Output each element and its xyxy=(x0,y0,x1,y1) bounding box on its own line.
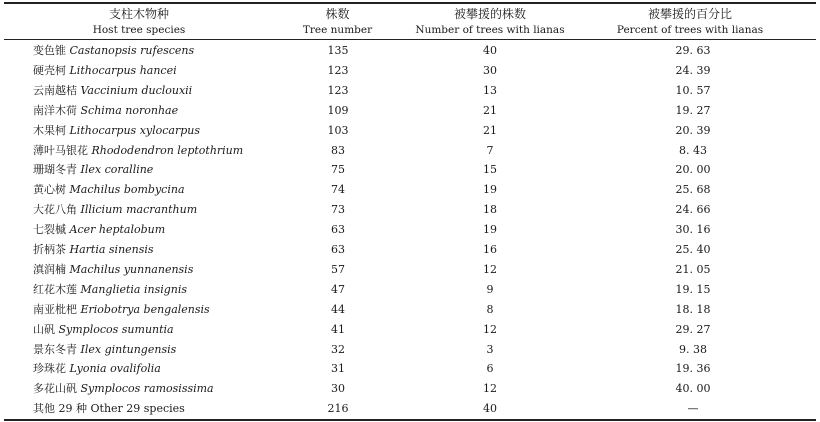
header-percent-with-lianas-cn: 被攀援的百分比 xyxy=(647,7,732,21)
species-name xyxy=(33,323,174,337)
table-row xyxy=(0,101,820,121)
species-name xyxy=(33,303,210,317)
species-cn: 南亚枇杷 xyxy=(33,302,77,316)
trees-with-lianas: 13 xyxy=(483,83,497,97)
trees-with-lianas: 7 xyxy=(486,143,494,157)
species-cn: 黄心树 xyxy=(33,183,66,197)
trees-with-lianas: 21 xyxy=(483,103,497,117)
table-row xyxy=(0,300,820,320)
species-cn: 珍珠花 xyxy=(33,362,66,376)
species-name xyxy=(33,243,154,257)
header-species-en: Host tree species xyxy=(92,24,186,36)
species-latin: Manglietia insignis xyxy=(80,282,188,296)
species-latin: Eriobotrya bengalensis xyxy=(80,302,210,316)
table-row xyxy=(0,280,820,300)
header-percent-with-lianas-en: Percent of trees with lianas xyxy=(616,24,764,36)
tree-number: 44 xyxy=(331,302,345,316)
trees-with-lianas: 8 xyxy=(486,302,494,316)
header-trees-with-lianas xyxy=(398,4,582,39)
header-percent-with-lianas xyxy=(590,4,790,39)
tree-number: 63 xyxy=(331,243,345,256)
table-row xyxy=(0,379,820,399)
species-latin: Other 29 species xyxy=(90,402,185,416)
species-cn: 木果柯 xyxy=(33,123,66,137)
percent-with-lianas: 25. 68 xyxy=(675,183,711,197)
trees-with-lianas: 3 xyxy=(486,342,494,356)
trees-with-lianas: 6 xyxy=(486,362,494,376)
table-row xyxy=(0,260,820,280)
percent-with-lianas: 29. 63 xyxy=(675,44,711,57)
percent-with-lianas: 21. 05 xyxy=(675,262,711,276)
species-latin: Castanopsis rufescens xyxy=(69,44,195,57)
species-cn: 变色锥 xyxy=(33,44,66,57)
percent-with-lianas: 19. 36 xyxy=(675,362,711,376)
species-latin: Lithocarpus xylocarpus xyxy=(69,123,201,137)
species-cn: 多花山矾 xyxy=(33,382,77,396)
species-latin: Symplocos ramosissima xyxy=(80,382,214,396)
header-species xyxy=(4,4,274,39)
species-latin: Machilus bombycina xyxy=(69,183,185,197)
header-species-cn: 支柱木物种 xyxy=(108,7,169,21)
species-name xyxy=(33,402,185,416)
percent-with-lianas: 20. 39 xyxy=(675,123,711,137)
header-trees-with-lianas-cn: 被攀援的株数 xyxy=(453,7,526,21)
tree-number: 41 xyxy=(331,322,345,336)
table-row xyxy=(0,61,820,81)
table-row xyxy=(0,41,820,61)
table-row xyxy=(0,160,820,180)
species-cn: 珊瑚冬青 xyxy=(33,163,77,177)
header-tree-number xyxy=(290,4,385,39)
species-latin: Vaccinium duclouxii xyxy=(80,83,193,97)
species-latin: Lyonia ovalifolia xyxy=(69,362,161,376)
percent-with-lianas: 19. 27 xyxy=(675,103,711,117)
table-header-rule xyxy=(4,39,816,40)
tree-number: 83 xyxy=(331,143,345,157)
tree-number: 47 xyxy=(331,282,345,296)
trees-with-lianas: 30 xyxy=(483,63,497,77)
percent-with-lianas: 10. 57 xyxy=(675,83,711,97)
species-latin: Illicium macranthum xyxy=(80,203,198,217)
species-name xyxy=(33,44,194,58)
tree-number: 103 xyxy=(327,123,349,137)
table-row xyxy=(0,81,820,101)
tree-number: 216 xyxy=(327,402,349,416)
table-row xyxy=(0,320,820,340)
species-name xyxy=(33,84,192,98)
species-latin: Acer heptalobum xyxy=(69,223,166,237)
percent-with-lianas: 25. 40 xyxy=(675,243,711,256)
tree-number: 32 xyxy=(331,342,345,356)
percent-with-lianas: 24. 39 xyxy=(675,63,711,77)
percent-with-lianas: 29. 27 xyxy=(675,322,711,336)
percent-with-lianas: 18. 18 xyxy=(675,302,711,316)
trees-with-lianas: 12 xyxy=(483,382,497,396)
percent-with-lianas: 24. 66 xyxy=(675,203,711,217)
species-name xyxy=(33,343,176,357)
species-latin: Ilex coralline xyxy=(80,163,154,177)
species-name xyxy=(33,362,161,376)
table-row xyxy=(0,399,820,419)
tree-number: 74 xyxy=(331,183,345,197)
species-latin: Hartia sinensis xyxy=(69,243,154,256)
species-latin: Machilus yunnanensis xyxy=(69,262,194,276)
percent-with-lianas: 9. 38 xyxy=(679,342,707,356)
species-latin: Symplocos sumuntia xyxy=(58,322,174,336)
trees-with-lianas: 40 xyxy=(483,402,497,416)
trees-with-lianas: 18 xyxy=(483,203,497,217)
species-cn: 云南越桔 xyxy=(33,83,77,97)
species-name xyxy=(33,223,165,237)
species-name xyxy=(33,183,185,197)
percent-with-lianas: 20. 00 xyxy=(675,163,711,177)
species-cn: 南洋木荷 xyxy=(33,103,77,117)
trees-with-lianas: 12 xyxy=(483,322,497,336)
species-cn: 薄叶马银花 xyxy=(33,143,88,157)
table-row xyxy=(0,220,820,240)
species-name xyxy=(33,203,197,217)
percent-with-lianas: 40. 00 xyxy=(675,382,711,396)
percent-with-lianas: 8. 43 xyxy=(679,143,707,157)
header-trees-with-lianas-en: Number of trees with lianas xyxy=(415,24,565,36)
table-row xyxy=(0,240,820,260)
tree-number: 30 xyxy=(331,382,345,396)
table-row xyxy=(0,359,820,379)
species-latin: Ilex gintungensis xyxy=(80,342,177,356)
table-bottom-rule xyxy=(4,419,816,421)
tree-number: 123 xyxy=(327,83,349,97)
species-name xyxy=(33,163,153,177)
species-name xyxy=(33,104,178,118)
tree-number: 73 xyxy=(331,203,345,217)
header-tree-number-cn: 株数 xyxy=(325,7,350,21)
species-latin: Schima noronhae xyxy=(80,103,179,117)
species-cn: 山矾 xyxy=(33,322,55,336)
species-cn: 大花八角 xyxy=(33,203,77,217)
percent-with-lianas: 30. 16 xyxy=(675,223,711,237)
species-name xyxy=(33,283,187,297)
tree-number: 31 xyxy=(331,362,345,376)
species-latin: Rhododendron leptothrium xyxy=(91,143,244,157)
tree-number: 123 xyxy=(327,63,349,77)
percent-with-lianas: 19. 15 xyxy=(675,282,711,296)
species-latin: Lithocarpus hancei xyxy=(69,63,177,77)
species-name xyxy=(33,382,214,396)
species-name xyxy=(33,64,177,78)
species-name xyxy=(33,263,193,277)
tree-number: 135 xyxy=(327,44,349,57)
species-name xyxy=(33,124,200,138)
header-tree-number-en: Tree number xyxy=(302,24,373,36)
trees-with-lianas: 15 xyxy=(483,163,497,177)
tree-number: 57 xyxy=(331,262,345,276)
trees-with-lianas: 19 xyxy=(483,223,497,237)
trees-with-lianas: 16 xyxy=(483,243,497,256)
percent-with-lianas: — xyxy=(687,402,699,416)
table-row xyxy=(0,121,820,141)
tree-number: 63 xyxy=(331,223,345,237)
trees-with-lianas: 12 xyxy=(483,262,497,276)
table-row xyxy=(0,141,820,161)
species-cn: 红花木莲 xyxy=(33,282,77,296)
table-row xyxy=(0,180,820,200)
table-row xyxy=(0,340,820,360)
species-cn: 硬壳柯 xyxy=(33,63,66,77)
species-cn: 景东冬青 xyxy=(33,342,77,356)
species-name xyxy=(33,144,243,158)
trees-with-lianas: 40 xyxy=(483,44,497,57)
tree-number: 75 xyxy=(331,163,345,177)
species-cn: 其他 29 种 xyxy=(33,402,87,416)
table-row xyxy=(0,200,820,220)
trees-with-lianas: 19 xyxy=(483,183,497,197)
trees-with-lianas: 21 xyxy=(483,123,497,137)
species-cn: 七裂槭 xyxy=(33,223,66,237)
species-cn: 滇润楠 xyxy=(33,262,66,276)
tree-number: 109 xyxy=(327,103,349,117)
species-cn: 折柄茶 xyxy=(33,243,66,256)
trees-with-lianas: 9 xyxy=(486,282,494,296)
